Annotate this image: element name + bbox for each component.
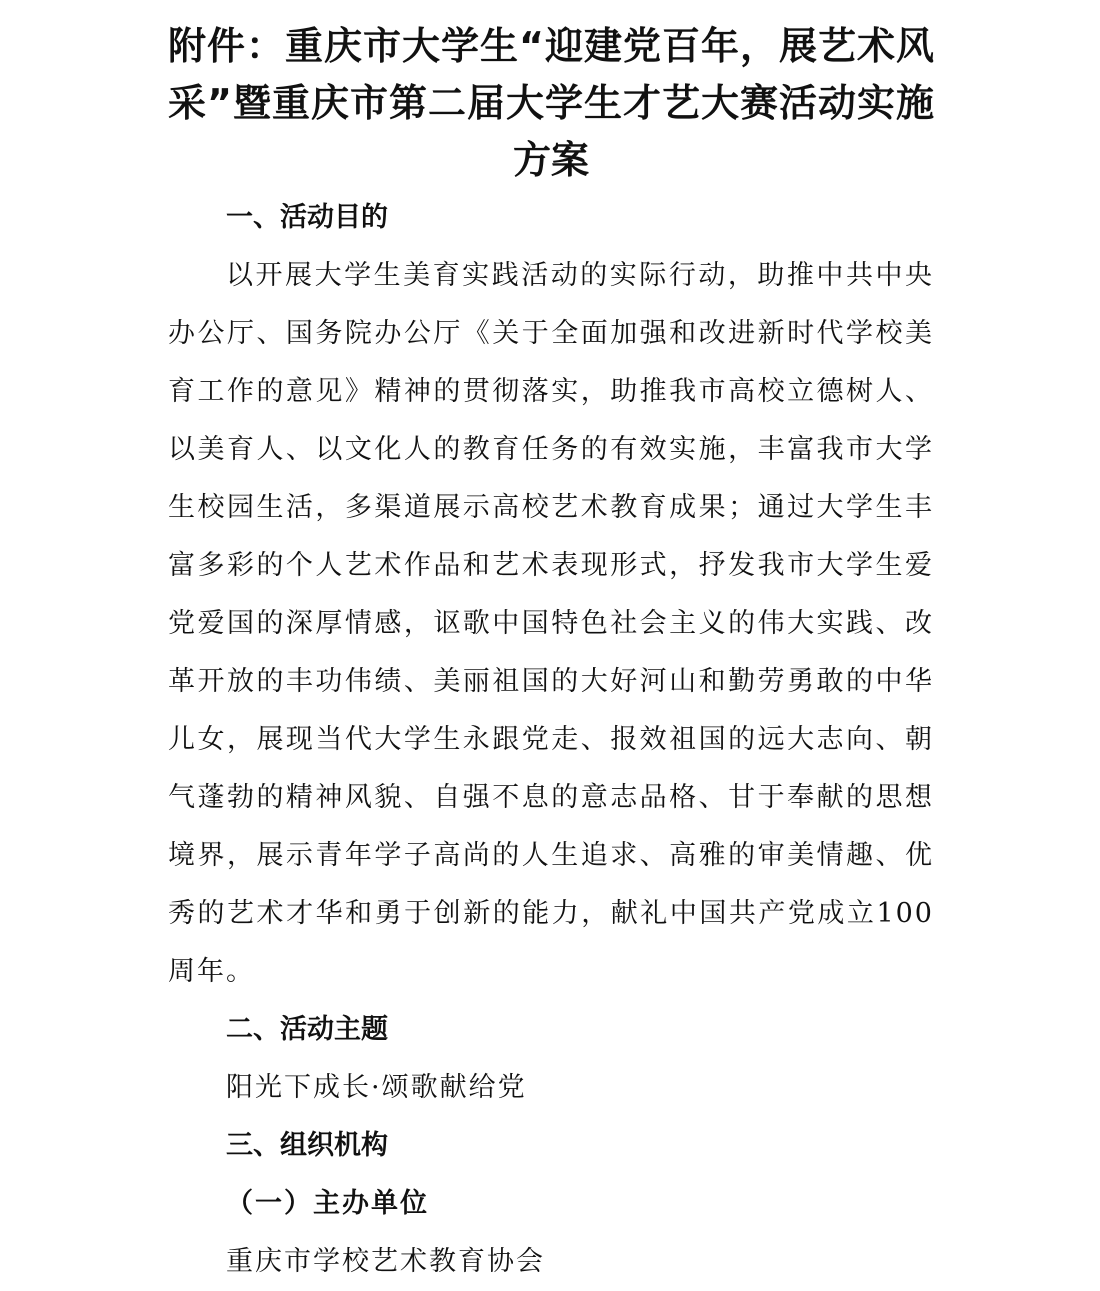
theme-text: 阳光下成长·颂歌献给党 — [226, 1072, 527, 1103]
document-page — [168, 18, 934, 1291]
subheading-host-unit: （一）主办单位 — [226, 1188, 429, 1219]
host-unit-name: 重庆市学校艺术教育协会 — [226, 1246, 545, 1277]
section-heading-theme: 二、活动主题 — [226, 1014, 388, 1045]
purpose-paragraph: 以开展大学生美育实践活动的实际行动，助推中共中央办公厅、国务院办公厅《关于全面加强和改进新时代学校美育工作的意见》精神的贯彻落实，助推我市高校立德树人、以美育人、以文化人的教育任务的有效实施，丰富我市大学生校园生活，多渠道展示高校艺术教育成果；通过大学生丰富多彩的个人艺术作品和艺术表现形式，抒发我市大学生爱党爱国的深厚情感，讴歌中国特色社会主义的伟大实践、改革开放的丰功伟绩、美丽祖国的大好河山和勤劳勇敢的中华儿女，展现当代大学生永跟党走、报效祖国的远大志向、朝气蓬勃的精神风貌、自强不息的意志品格、甘于奉献的思想境界，展示青年学子高尚的人生追求、高雅的审美情趣、优秀的艺术才华和勇于创新的能力，献礼中国共产党成立100周年。 — [168, 260, 934, 987]
document-title: 附件：重庆市大学生“迎建党百年，展艺术风采”暨重庆市第二届大学生才艺大赛活动实施方案 — [168, 24, 934, 182]
section-heading-purpose: 一、活动目的 — [226, 202, 388, 233]
section-heading-organization: 三、组织机构 — [226, 1130, 388, 1161]
